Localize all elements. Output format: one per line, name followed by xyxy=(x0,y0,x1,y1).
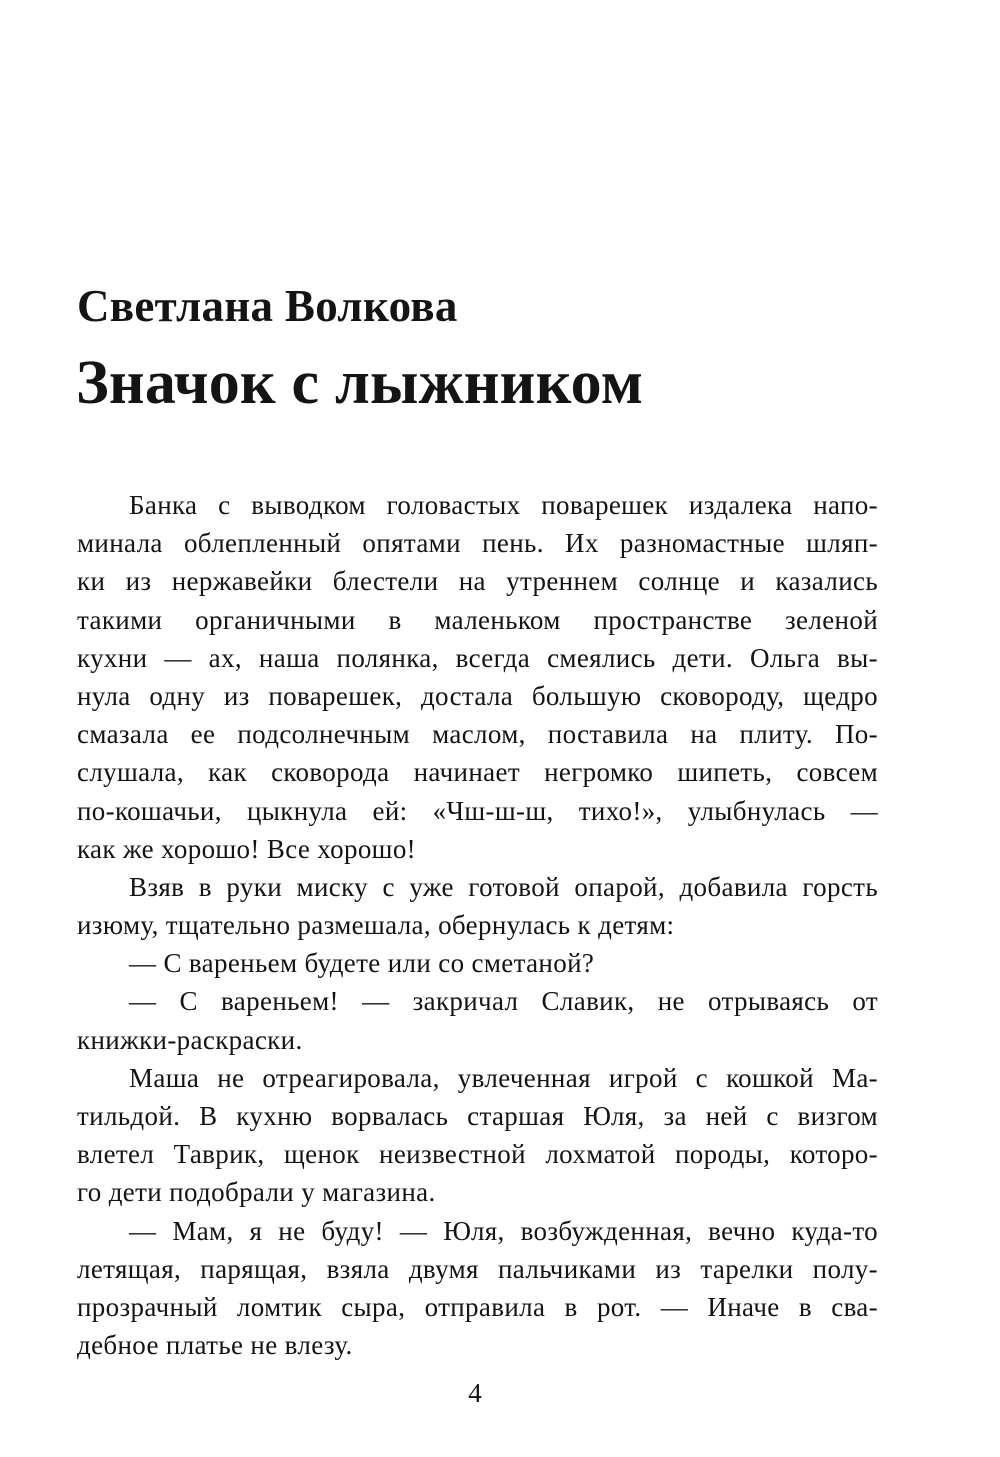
text-line: книжки-раскраски. xyxy=(77,1024,303,1055)
text-line: как же хорошо! Все хорошо! xyxy=(77,833,417,864)
story-title: Значок с лыжником xyxy=(76,349,644,417)
text-line: — С вареньем будете или со сметаной? xyxy=(129,948,595,979)
text-line: изюму, тщательно размешала, обернулась к детям: xyxy=(77,910,675,941)
text-line: минала облепленный опятами пень. Их разномастные шляп- xyxy=(77,528,878,559)
page-number xyxy=(0,1380,1000,1407)
text-line: го дети подобрали у магазина. xyxy=(77,1177,436,1208)
text-line: ки из нержавейки блестели на утреннем солнце и казались xyxy=(77,566,878,597)
text-line: Банка с выводком головастых поварешек издалека напо- xyxy=(129,490,878,520)
text-line: — С вареньем! — закричал Славик, не отрываясь от xyxy=(129,986,878,1017)
text-line: Маша не отреагировала, увлеченная игрой с кошкой Ма- xyxy=(129,1062,878,1093)
page-number-label: 4 xyxy=(468,1378,482,1408)
text-line: тильдой. В кухню ворвалась старшая Юля, за ней с визгом xyxy=(77,1101,878,1131)
text-line: такими органичными в маленьком пространстве зеленой xyxy=(77,604,878,635)
text-line: слушала, как сковорода начинает негромко шипеть, совсем xyxy=(77,757,878,788)
text-line: прозрачный ломтик сыра, отправила в рот. — Иначе в сва- xyxy=(77,1291,878,1322)
text-line: нула одну из поварешек, достала большую сковороду, щедро xyxy=(77,680,878,711)
text-line: летящая, парящая, взяла двумя пальчиками из тарелки полу- xyxy=(77,1253,878,1284)
text-line: влетел Таврик, щенок неизвестной лохматой породы, которо- xyxy=(77,1139,878,1170)
text-line: дебное платье не влезу. xyxy=(77,1330,353,1361)
text-line: кухни — ах, наша полянка, всегда смеялись дети. Ольга вы- xyxy=(77,642,878,673)
text-line: смазала ее подсолнечным маслом, поставила на плиту. По- xyxy=(77,719,878,750)
text-line: — Мам, я не буду! — Юля, возбужденная, вечно куда-то xyxy=(129,1215,878,1246)
text-line: по-кошачьи, цыкнула ей: «Чш-ш-ш, тихо!», улыбнулась — xyxy=(77,795,878,826)
author-name: Светлана Волкова xyxy=(77,281,458,331)
text-line: Взяв в руки миску с уже готовой опарой, добавила горсть xyxy=(129,871,878,902)
story-text xyxy=(77,486,878,1364)
